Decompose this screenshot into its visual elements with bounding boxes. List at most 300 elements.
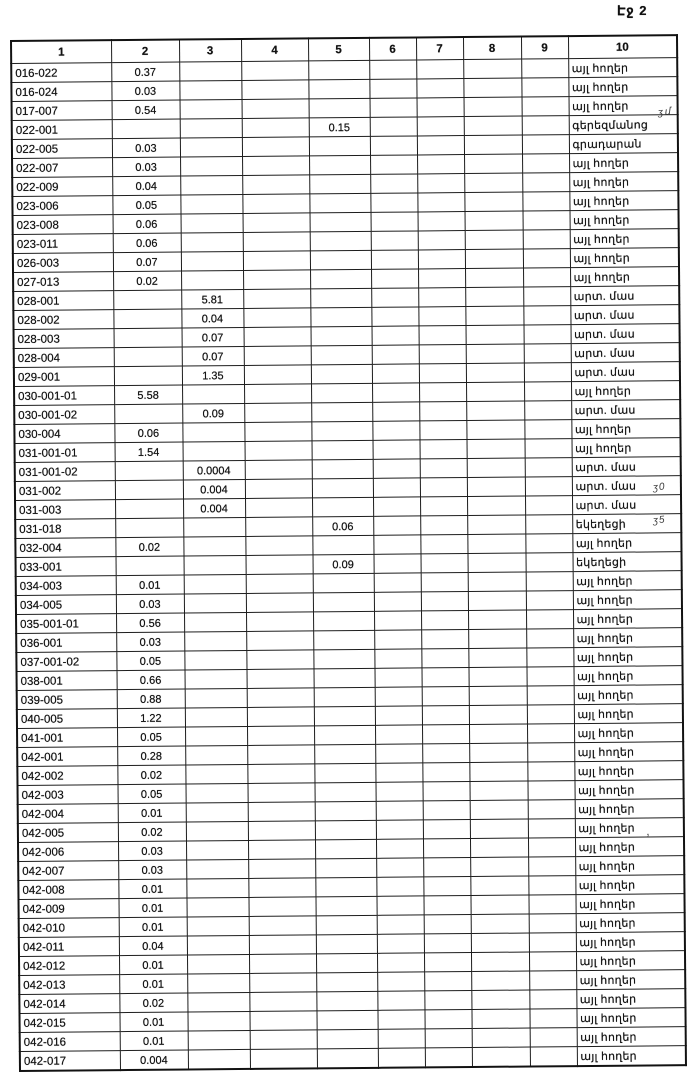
value-cell (244, 327, 311, 347)
value-cell (419, 402, 466, 421)
value-cell (312, 478, 373, 498)
value-cell (467, 534, 525, 554)
parcel-code-cell: 037-001-02 (16, 652, 116, 672)
value-cell (468, 591, 526, 611)
value-cell: 0.03 (116, 632, 184, 652)
value-cell: 0.03 (111, 81, 179, 101)
value-cell (242, 156, 309, 176)
land-type-cell: արտ. մաս (570, 305, 679, 325)
value-cell (185, 783, 247, 803)
value-cell (246, 555, 313, 575)
land-type-cell: այլ հողեր (572, 533, 681, 553)
value-cell (424, 953, 471, 972)
value-cell (468, 629, 526, 649)
parcel-code-cell: 031-001-02 (15, 462, 115, 482)
value-cell (465, 306, 523, 326)
value-cell (187, 916, 249, 936)
value-cell (184, 574, 246, 594)
value-cell: 0.03 (112, 157, 180, 177)
value-cell (526, 648, 573, 667)
value-cell (249, 954, 316, 974)
value-cell (317, 1048, 378, 1068)
value-cell (528, 895, 575, 914)
value-cell: 0.05 (117, 727, 185, 747)
value-cell (187, 1011, 249, 1031)
value-cell: 0.06 (113, 214, 181, 234)
column-header: 10 (568, 35, 677, 58)
value-cell (312, 497, 373, 517)
value-cell (370, 136, 417, 155)
value-cell (375, 706, 422, 725)
parcel-code-cell: 042-015 (19, 1013, 119, 1033)
land-type-cell: այլ հողեր (568, 58, 677, 78)
value-cell (528, 800, 575, 819)
value-cell (464, 97, 522, 117)
value-cell (315, 820, 376, 840)
value-cell (242, 99, 309, 119)
value-cell (309, 193, 370, 213)
value-cell (184, 631, 246, 651)
value-cell (371, 307, 418, 326)
value-cell: 0.06 (312, 516, 373, 536)
value-cell (316, 934, 377, 954)
value-cell (420, 535, 467, 554)
value-cell (377, 991, 424, 1010)
value-cell (528, 857, 575, 876)
value-cell (247, 707, 314, 727)
value-cell (523, 268, 570, 287)
value-cell (464, 135, 522, 155)
value-cell (423, 801, 470, 820)
land-type-cell: այլ հողեր (574, 723, 683, 743)
value-cell (182, 384, 244, 404)
value-cell (420, 516, 467, 535)
value-cell (188, 1049, 250, 1069)
land-type-cell: այլ հողեր (575, 837, 684, 857)
value-cell (377, 915, 424, 934)
value-cell: 0.07 (113, 252, 181, 272)
parcel-code-cell: 042-006 (18, 842, 118, 862)
value-cell: 0.01 (120, 1031, 188, 1051)
value-cell (186, 802, 248, 822)
value-cell (378, 1048, 425, 1068)
value-cell (316, 915, 377, 935)
land-type-cell: արտ. մաս (571, 343, 680, 363)
value-cell (314, 725, 375, 745)
value-cell (115, 480, 183, 500)
value-cell (425, 1029, 472, 1048)
value-cell (179, 80, 241, 100)
parcel-code-cell: 034-003 (16, 576, 116, 596)
value-cell (312, 535, 373, 555)
value-cell (418, 231, 465, 250)
value-cell (115, 499, 183, 519)
parcel-code-cell: 038-001 (17, 671, 117, 691)
value-cell (375, 782, 422, 801)
value-cell (187, 954, 249, 974)
value-cell (314, 706, 375, 726)
value-cell (524, 401, 571, 420)
value-cell (313, 668, 374, 688)
value-cell (181, 213, 243, 233)
value-cell (375, 763, 422, 782)
value-cell (374, 592, 421, 611)
value-cell (247, 764, 314, 784)
value-cell (114, 366, 182, 386)
value-cell (373, 535, 420, 554)
value-cell (115, 461, 183, 481)
value-cell: 0.07 (182, 327, 244, 347)
value-cell: 0.01 (118, 898, 186, 918)
value-cell (246, 650, 313, 670)
value-cell (373, 497, 420, 516)
value-cell (370, 155, 417, 174)
land-type-cell: այլ հողեր (577, 1046, 686, 1066)
value-cell (243, 232, 310, 252)
land-type-cell: այլ հողեր (569, 96, 678, 116)
value-cell (113, 309, 181, 329)
value-cell (248, 840, 315, 860)
value-cell: 5.58 (114, 385, 182, 405)
value-cell (248, 878, 315, 898)
value-cell (184, 612, 246, 632)
parcel-code-cell: 042-014 (19, 994, 119, 1014)
column-header: 2 (111, 40, 179, 63)
value-cell (183, 441, 245, 461)
value-cell (529, 990, 576, 1009)
value-cell (309, 136, 370, 156)
value-cell (114, 328, 182, 348)
value-cell: 0.02 (113, 271, 181, 291)
value-cell (469, 781, 527, 801)
value-cell (249, 992, 316, 1012)
parcel-code-cell: 023-006 (12, 196, 112, 216)
value-cell (419, 326, 466, 345)
value-cell: 0.03 (118, 860, 186, 880)
value-cell (245, 517, 312, 537)
value-cell (467, 477, 525, 497)
land-type-cell: արտ. մաս (571, 362, 680, 382)
value-cell: 0.06 (113, 233, 181, 253)
value-cell: 0.04 (181, 308, 243, 328)
value-cell (470, 857, 528, 877)
value-cell (417, 117, 464, 136)
land-type-cell: այլ հողեր (569, 153, 678, 173)
value-cell (311, 364, 372, 384)
land-type-cell: այլ հողեր (573, 666, 682, 686)
value-cell (247, 745, 314, 765)
land-type-cell: այլ հողեր (573, 647, 682, 667)
value-cell (525, 553, 572, 572)
land-type-cell: եկեղեցի (572, 514, 681, 534)
value-cell (310, 307, 371, 327)
value-cell (248, 821, 315, 841)
value-cell (183, 536, 245, 556)
value-cell (311, 345, 372, 365)
value-cell (376, 839, 423, 858)
column-header: 7 (416, 37, 463, 60)
value-cell (246, 593, 313, 613)
parcel-code-cell: 035-001-01 (16, 614, 116, 634)
value-cell (528, 838, 575, 857)
parcel-code-cell: 026-003 (13, 253, 113, 273)
value-cell (113, 290, 181, 310)
value-cell (311, 402, 372, 422)
value-cell (524, 325, 571, 344)
land-type-cell: այլ հողեր (569, 191, 678, 211)
land-type-cell: արտ. մաս (571, 400, 680, 420)
value-cell (376, 858, 423, 877)
value-cell (248, 897, 315, 917)
value-cell (375, 744, 422, 763)
value-cell (309, 98, 370, 118)
value-cell (376, 896, 423, 915)
value-cell (525, 458, 572, 477)
value-cell (419, 345, 466, 364)
value-cell (470, 838, 528, 858)
parcel-code-cell: 028-001 (13, 291, 113, 311)
parcel-code-cell: 022-007 (12, 158, 112, 178)
value-cell (249, 935, 316, 955)
value-cell (114, 347, 182, 367)
land-type-cell: արտ. մաս (571, 324, 680, 344)
value-cell (467, 496, 525, 516)
land-type-cell: այլ հողեր (574, 685, 683, 705)
value-cell (311, 326, 372, 346)
parcel-code-cell: 027-013 (13, 272, 113, 292)
parcel-code-cell: 031-002 (15, 481, 115, 501)
value-cell (469, 743, 527, 763)
value-cell (464, 192, 522, 212)
parcel-code-cell: 033-001 (16, 557, 116, 577)
parcel-code-cell: 023-011 (13, 234, 113, 254)
value-cell: 0.01 (119, 955, 187, 975)
value-cell: 0.02 (117, 765, 185, 785)
land-type-cell: արտ. մաս (572, 457, 681, 477)
value-cell (466, 344, 524, 364)
value-cell (372, 326, 419, 345)
value-cell (417, 98, 464, 117)
parcel-code-cell: 040-005 (17, 709, 117, 729)
value-cell (370, 117, 417, 136)
value-cell (245, 460, 312, 480)
land-type-cell: այլ հողեր (570, 210, 679, 230)
value-cell (370, 174, 417, 193)
value-cell (471, 1009, 529, 1029)
value-cell: 0.004 (183, 498, 245, 518)
land-type-cell: եկեղեցի (572, 552, 681, 572)
value-cell (180, 99, 242, 119)
value-cell (421, 592, 468, 611)
value-cell (187, 935, 249, 955)
value-cell: 0.05 (112, 195, 180, 215)
value-cell (372, 383, 419, 402)
land-type-cell: այլ հողեր (574, 742, 683, 762)
value-cell: 0.004 (183, 479, 245, 499)
value-cell (373, 459, 420, 478)
value-cell (416, 79, 463, 98)
column-header: 8 (463, 37, 521, 60)
parcel-code-cell: 042-012 (19, 956, 119, 976)
parcel-code-cell: 036-001 (16, 633, 116, 653)
value-cell (524, 363, 571, 382)
value-cell: 0.07 (182, 346, 244, 366)
value-cell (372, 402, 419, 421)
value-cell (244, 384, 311, 404)
value-cell (312, 440, 373, 460)
land-parcel-table-wrap (10, 34, 685, 1072)
parcel-code-cell: 022-001 (12, 120, 112, 140)
value-cell: 0.04 (119, 936, 187, 956)
value-cell (309, 174, 370, 194)
land-type-cell: այլ հողեր (573, 590, 682, 610)
land-type-cell: այլ հողեր (571, 419, 680, 439)
value-cell (369, 60, 416, 79)
value-cell (423, 896, 470, 915)
value-cell (314, 763, 375, 783)
value-cell (526, 591, 573, 610)
value-cell (374, 649, 421, 668)
value-cell (248, 802, 315, 822)
land-type-cell: այլ հողեր (575, 799, 684, 819)
land-type-cell: այլ հողեր (575, 856, 684, 876)
land-type-cell: այլ հողեր (573, 628, 682, 648)
value-cell (181, 270, 243, 290)
value-cell (375, 687, 422, 706)
parcel-code-cell: 030-004 (14, 424, 114, 444)
value-cell (373, 516, 420, 535)
value-cell (376, 877, 423, 896)
value-cell (185, 688, 247, 708)
value-cell (313, 592, 374, 612)
value-cell (422, 782, 469, 801)
value-cell: 0.56 (116, 613, 184, 633)
value-cell (525, 534, 572, 553)
value-cell (187, 992, 249, 1012)
value-cell: 0.01 (119, 917, 187, 937)
value-cell (470, 819, 528, 839)
value-cell (471, 952, 529, 972)
value-cell (471, 990, 529, 1010)
parcel-code-cell: 023-008 (13, 215, 113, 235)
value-cell (242, 118, 309, 138)
value-cell: 5.81 (181, 289, 243, 309)
value-cell (529, 1009, 576, 1028)
value-cell: 0.66 (117, 670, 185, 690)
land-type-cell: այլ հողեր (576, 932, 685, 952)
value-cell (374, 630, 421, 649)
parcel-code-cell: 031-018 (15, 519, 115, 539)
value-cell (421, 649, 468, 668)
value-cell (372, 364, 419, 383)
value-cell (467, 515, 525, 535)
value-cell (423, 877, 470, 896)
value-cell (186, 859, 248, 879)
value-cell (377, 953, 424, 972)
value-cell (313, 611, 374, 631)
value-cell (246, 612, 313, 632)
value-cell: 0.004 (120, 1050, 188, 1070)
value-cell (419, 421, 466, 440)
land-type-cell: այլ հողեր (573, 609, 682, 629)
land-type-cell: այլ հողեր (576, 989, 685, 1009)
value-cell (418, 288, 465, 307)
value-cell (180, 156, 242, 176)
value-cell (464, 116, 522, 136)
value-cell (316, 972, 377, 992)
land-parcel-table (10, 34, 687, 1072)
parcel-code-cell: 016-022 (11, 63, 111, 83)
parcel-code-cell: 042-013 (19, 975, 119, 995)
value-cell (245, 498, 312, 518)
land-type-cell: այլ հողեր (575, 875, 684, 895)
parcel-code-cell: 042-004 (18, 804, 118, 824)
value-cell (116, 556, 184, 576)
value-cell: 0.09 (313, 554, 374, 574)
value-cell (317, 1029, 378, 1049)
value-cell (465, 249, 523, 269)
value-cell (463, 59, 521, 79)
value-cell (417, 193, 464, 212)
value-cell (250, 1049, 317, 1069)
value-cell (465, 230, 523, 250)
value-cell (249, 973, 316, 993)
value-cell (526, 572, 573, 591)
parcel-code-cell: 042-005 (18, 823, 118, 843)
value-cell (377, 972, 424, 991)
value-cell: 0.28 (117, 746, 185, 766)
value-cell (184, 593, 246, 613)
value-cell (521, 78, 568, 97)
value-cell (243, 251, 310, 271)
value-cell: 1.54 (115, 442, 183, 462)
value-cell (180, 118, 242, 138)
value-cell (312, 459, 373, 479)
value-cell (244, 403, 311, 423)
value-cell (249, 1011, 316, 1031)
value-cell: 0.01 (116, 575, 184, 595)
value-cell: 0.02 (115, 537, 183, 557)
value-cell (243, 270, 310, 290)
value-cell (311, 421, 372, 441)
value-cell (469, 724, 527, 744)
value-cell (310, 250, 371, 270)
value-cell (424, 934, 471, 953)
parcel-code-cell: 030-001-02 (14, 405, 114, 425)
value-cell: 0.04 (112, 176, 180, 196)
value-cell (180, 175, 242, 195)
land-type-cell: այլ հողեր (576, 1008, 685, 1028)
value-cell (247, 783, 314, 803)
value-cell (371, 212, 418, 231)
land-type-cell: գերեզմանոց (569, 115, 678, 135)
value-cell (313, 573, 374, 593)
value-cell (316, 991, 377, 1011)
value-cell (528, 876, 575, 895)
parcel-code-cell: 028-004 (14, 348, 114, 368)
value-cell (311, 383, 372, 403)
value-cell (246, 574, 313, 594)
value-cell: 0.0004 (183, 460, 245, 480)
value-cell: 0.01 (119, 1012, 187, 1032)
value-cell: 0.37 (111, 62, 179, 82)
value-cell (186, 897, 248, 917)
parcel-code-cell: 017-007 (12, 101, 112, 121)
value-cell (529, 971, 576, 990)
parcel-code-cell: 029-001 (14, 367, 114, 387)
value-cell (315, 839, 376, 859)
value-cell (186, 821, 248, 841)
